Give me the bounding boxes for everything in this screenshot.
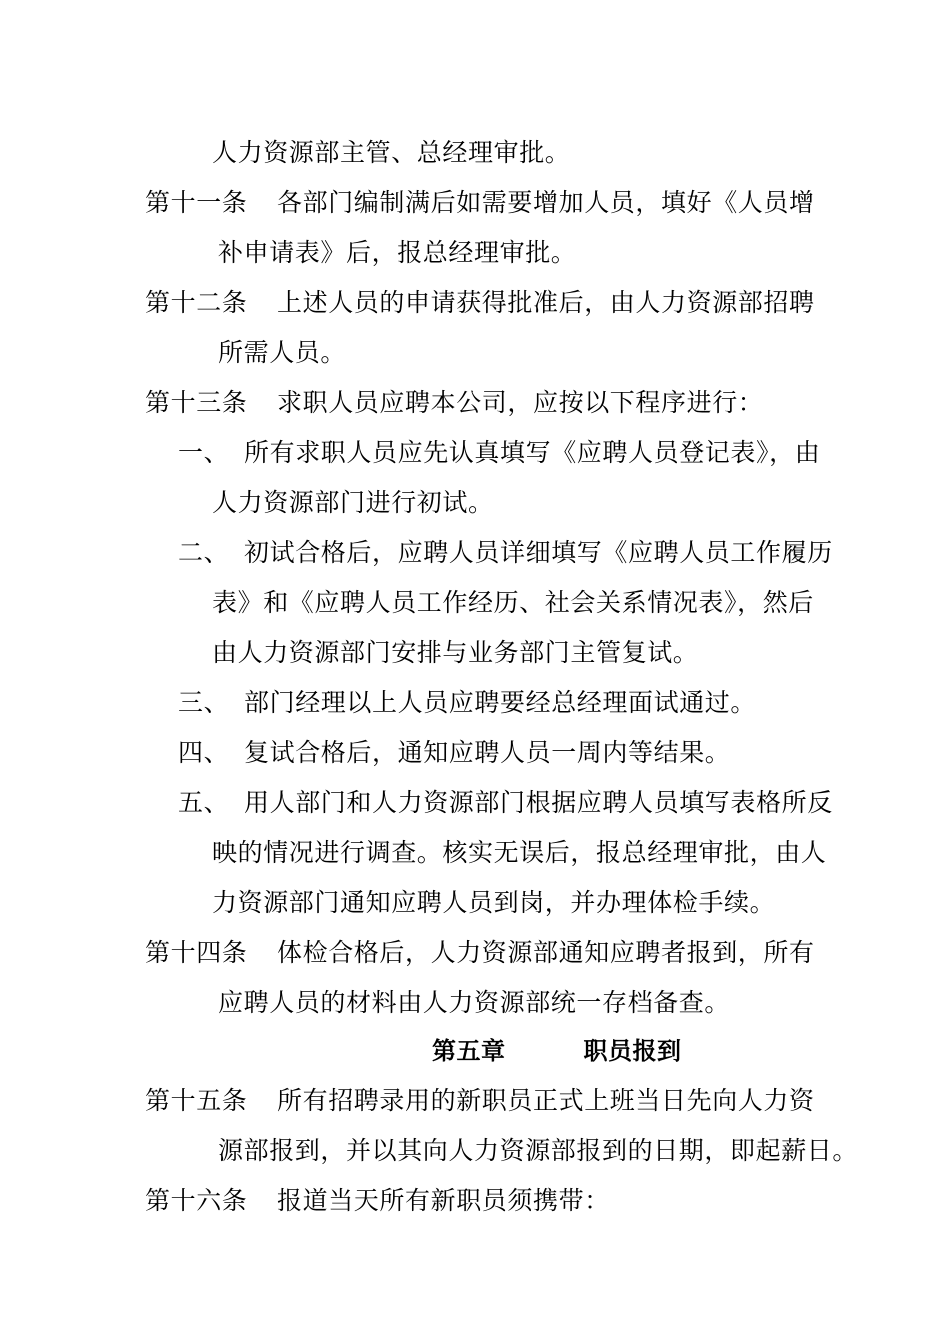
line-text: 由人力资源部门安排与业务部门主管复试。 [212,638,699,667]
line-text: 补申请表》后，报总经理审批。 [218,238,577,267]
line-text: 表》和《应聘人员工作经历、社会关系情况表》，然后 [212,588,814,617]
article-text: 体检合格后，人力资源部通知应聘者报到，所有 [277,938,815,967]
continuation-line [212,888,775,918]
article-text: 所有招聘录用的新职员正式上班当日先向人力资 [277,1086,815,1115]
continuation-line [218,338,346,368]
list-item-4 [178,738,730,768]
article-11 [145,188,815,218]
continuation-line [218,988,730,1018]
article-number: 第十二条 [145,288,248,317]
continuation-line [212,588,814,618]
line-text: 力资源部门通知应聘人员到岗，并办理体检手续。 [212,888,776,917]
line-text: 人力资源部门进行初试。 [212,488,494,517]
article-text: 上述人员的申请获得批准后，由人力资源部招聘 [277,288,815,317]
article-13 [145,388,763,418]
line-text: 映的情况进行调查。核实无误后，报总经理审批，由人 [212,838,827,867]
list-item-text: 初试合格后，应聘人员详细填写《应聘人员工作履历 [244,538,833,567]
article-14 [145,938,815,968]
article-text: 各部门编制满后如需要增加人员，填好《人员增 [277,188,815,217]
continuation-line [212,488,494,518]
list-item-text: 用人部门和人力资源部门根据应聘人员填写表格所反 [244,788,833,817]
chapter-number: 第五章 [432,1037,506,1065]
article-text: 求职人员应聘本公司，应按以下程序进行： [277,388,764,417]
line-text: 源部报到，并以其向人力资源部报到的日期，即起薪日。 [218,1136,859,1165]
list-item-text: 复试合格后，通知应聘人员一周内等结果。 [244,738,731,767]
line-text: 人力资源部主管、总经理审批。 [212,138,571,167]
article-12 [145,288,815,318]
line-text: 所需人员。 [218,338,347,367]
list-marker: 四、 [178,738,230,767]
list-item-3 [178,688,756,718]
article-number: 第十六条 [145,1186,248,1215]
list-marker: 一、 [178,438,230,467]
list-item-text: 所有求职人员应先认真填写《应聘人员登记表》，由 [244,438,821,467]
article-text: 报道当天所有新职员须携带： [277,1186,610,1215]
article-16 [145,1186,610,1216]
continuation-line [212,838,826,868]
list-marker: 三、 [178,688,230,717]
list-marker: 二、 [178,538,230,567]
continuation-line [218,238,576,268]
list-item-text: 部门经理以上人员应聘要经总经理面试通过。 [244,688,757,717]
article-number: 第十五条 [145,1086,248,1115]
continuation-line [212,138,570,168]
chapter-title: 职员报到 [583,1037,682,1065]
chapter-heading [432,1036,682,1066]
continuation-line [212,638,698,668]
list-item-2 [178,538,833,568]
continuation-line [218,1136,858,1166]
article-15 [145,1086,815,1116]
list-item-5 [178,788,833,818]
article-number: 第十四条 [145,938,248,967]
list-marker: 五、 [178,788,230,817]
article-number: 第十一条 [145,188,248,217]
article-number: 第十三条 [145,388,248,417]
list-item-1 [178,438,820,468]
line-text: 应聘人员的材料由人力资源部统一存档备查。 [218,988,731,1017]
